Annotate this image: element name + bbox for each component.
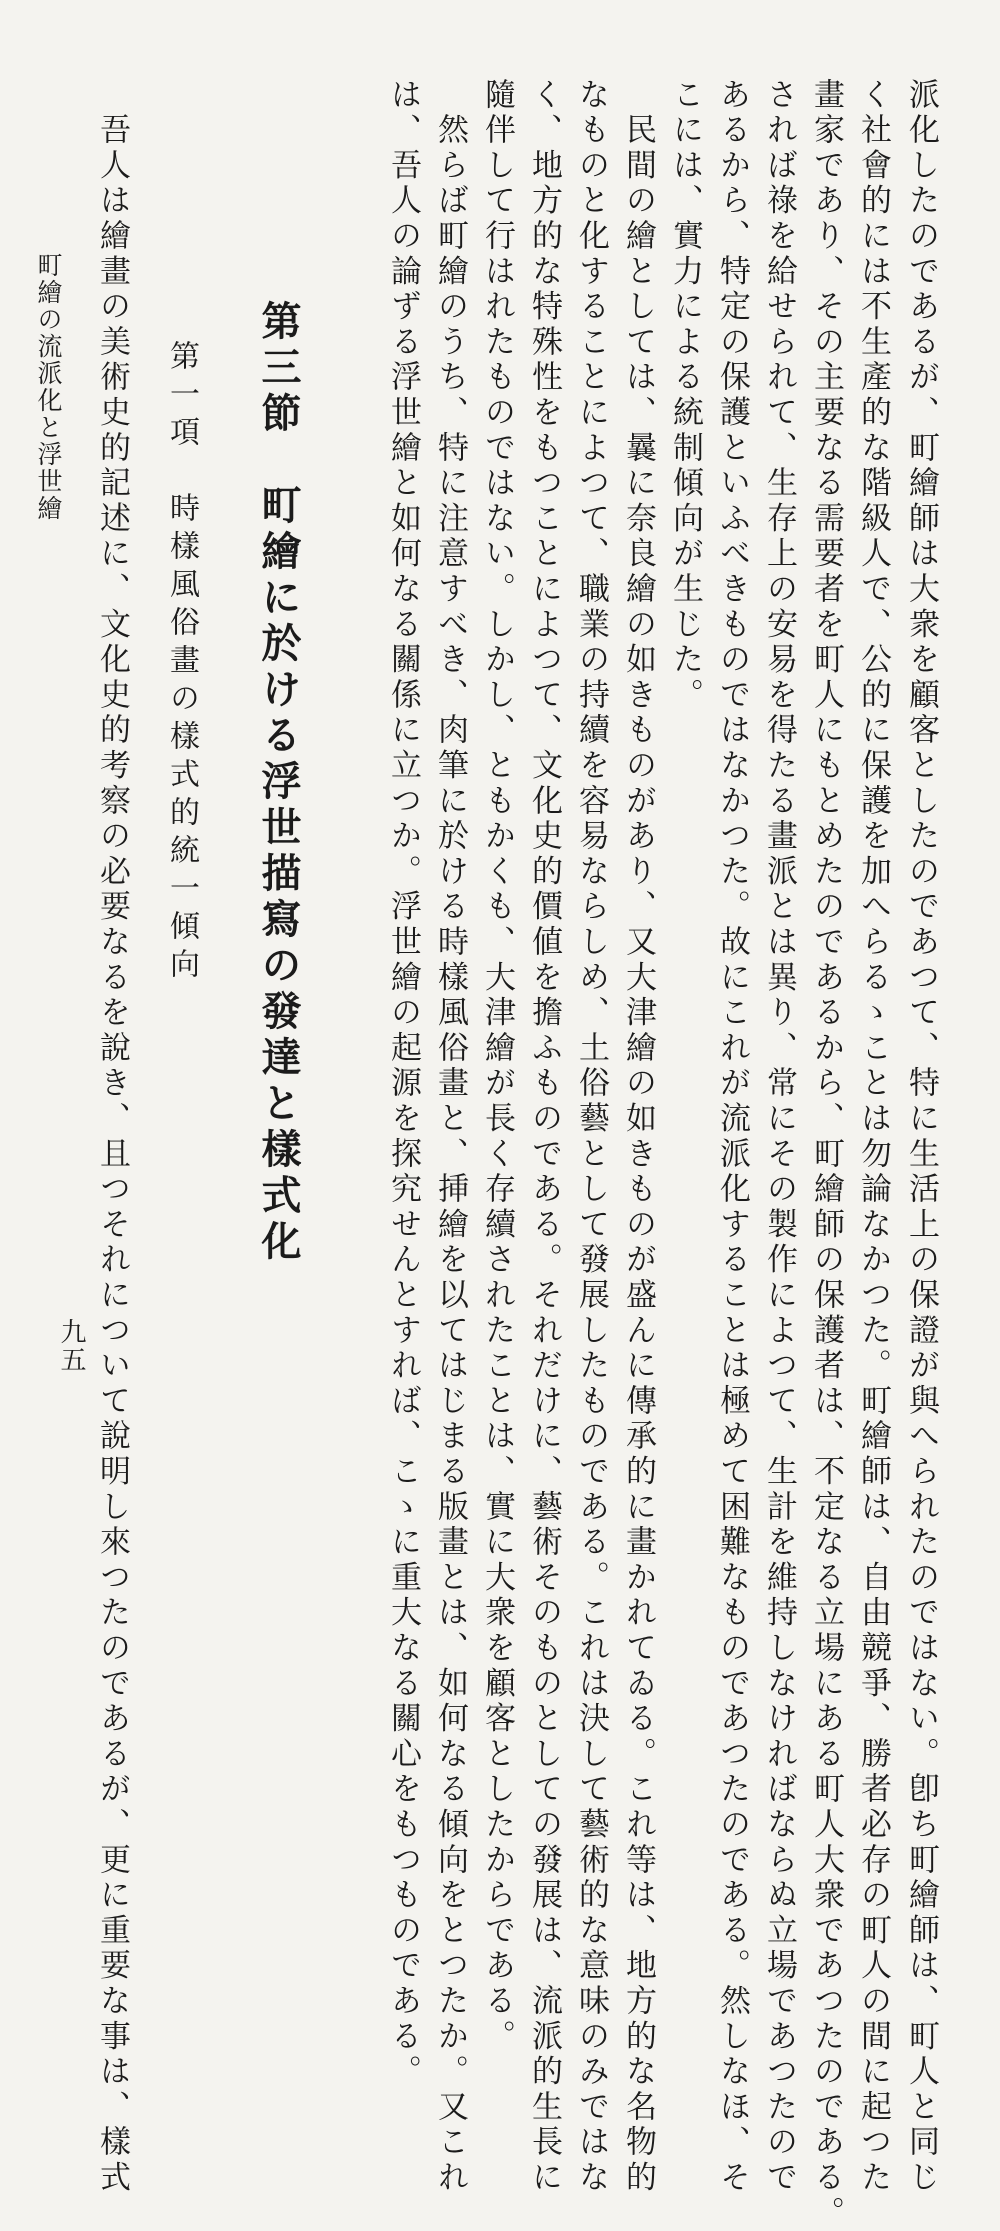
body-column: あるから、特定の保護といふべきものではなかつた。故にこれが流派化することは極めて困難なものであつたのである。然しなほ、そ [714, 78, 750, 2196]
body-column: 吾人は繪畫の美術史的記述に、文化史的考察の必要なるを說き、且つそれについて說明し來つたのであるが、更に重要な事は、樣式 [94, 78, 130, 2196]
page-number: 九五 [56, 1318, 86, 1374]
body-column: 隨伴して行はれたものではない。しかし、ともかくも、大津繪が長く存續されたことは、實に大衆を顧客としたからである。 [479, 78, 515, 2055]
body-column: 民間の繪としては、曩に奈良繪の如きものがあり、又大津繪の如きものが盛んに傳承的に畫かれてゐる。これ等は、地方的な名物的 [620, 78, 656, 2196]
subsection-heading: 第一項 時樣風俗畫の樣式的統一傾向 [164, 340, 199, 986]
body-column: なものと化することによつて、職業の持續を容易ならしめ、土俗藝として發展したものである。これは決して藝術的な意味のみではな [573, 78, 609, 2196]
body-column: 然らば町繪のうち、特に注意すべき、肉筆に於ける時樣風俗畫と、挿繪を以てはじまる版畫とは、如何なる傾向をとつたか。又これ [432, 78, 468, 2196]
body-column: く社會的には不生產的な階級人で、公的に保護を加へらるゝことは勿論なかつた。町繪師は、自由競爭、勝者必存の町人の間に起つた [855, 78, 891, 2196]
running-head: 町繪の流派化と浮世繪 [34, 252, 63, 522]
body-column: は、吾人の論ずる浮世繪と如何なる關係に立つか。浮世繪の起源を探究せんとすれば、こゝに重大なる關心をもつものである。 [385, 78, 421, 2091]
body-column: こには、實力による統制傾向が生じた。 [667, 78, 703, 714]
body-column: 派化したのであるが、町繪師は大衆を顧客としたのであつて、特に生活上の保證が與へられたのではない。卽ち町繪師は、町人と同じ [903, 78, 939, 2196]
body-column: 畫家であり、その主要なる需要者を町人にもとめたのであるから、町繪師の保護者は、不定なる立場にある町人大衆であつたのである。 [808, 78, 844, 2231]
body-column: されば祿を給せられて、生存上の安易を得たる畫派とは異り、常にその製作によつて、生計を維持しなければならぬ立場であつたので [761, 78, 797, 2196]
section-heading: 第三節 町繪に於ける浮世描寫の發達と樣式化 [255, 300, 302, 1266]
body-column: く、地方的な特殊性をもつことによつて、文化史的價値を擔ふものである。それだけに、藝術そのものとしての發展は、流派的生長に [526, 78, 562, 2196]
